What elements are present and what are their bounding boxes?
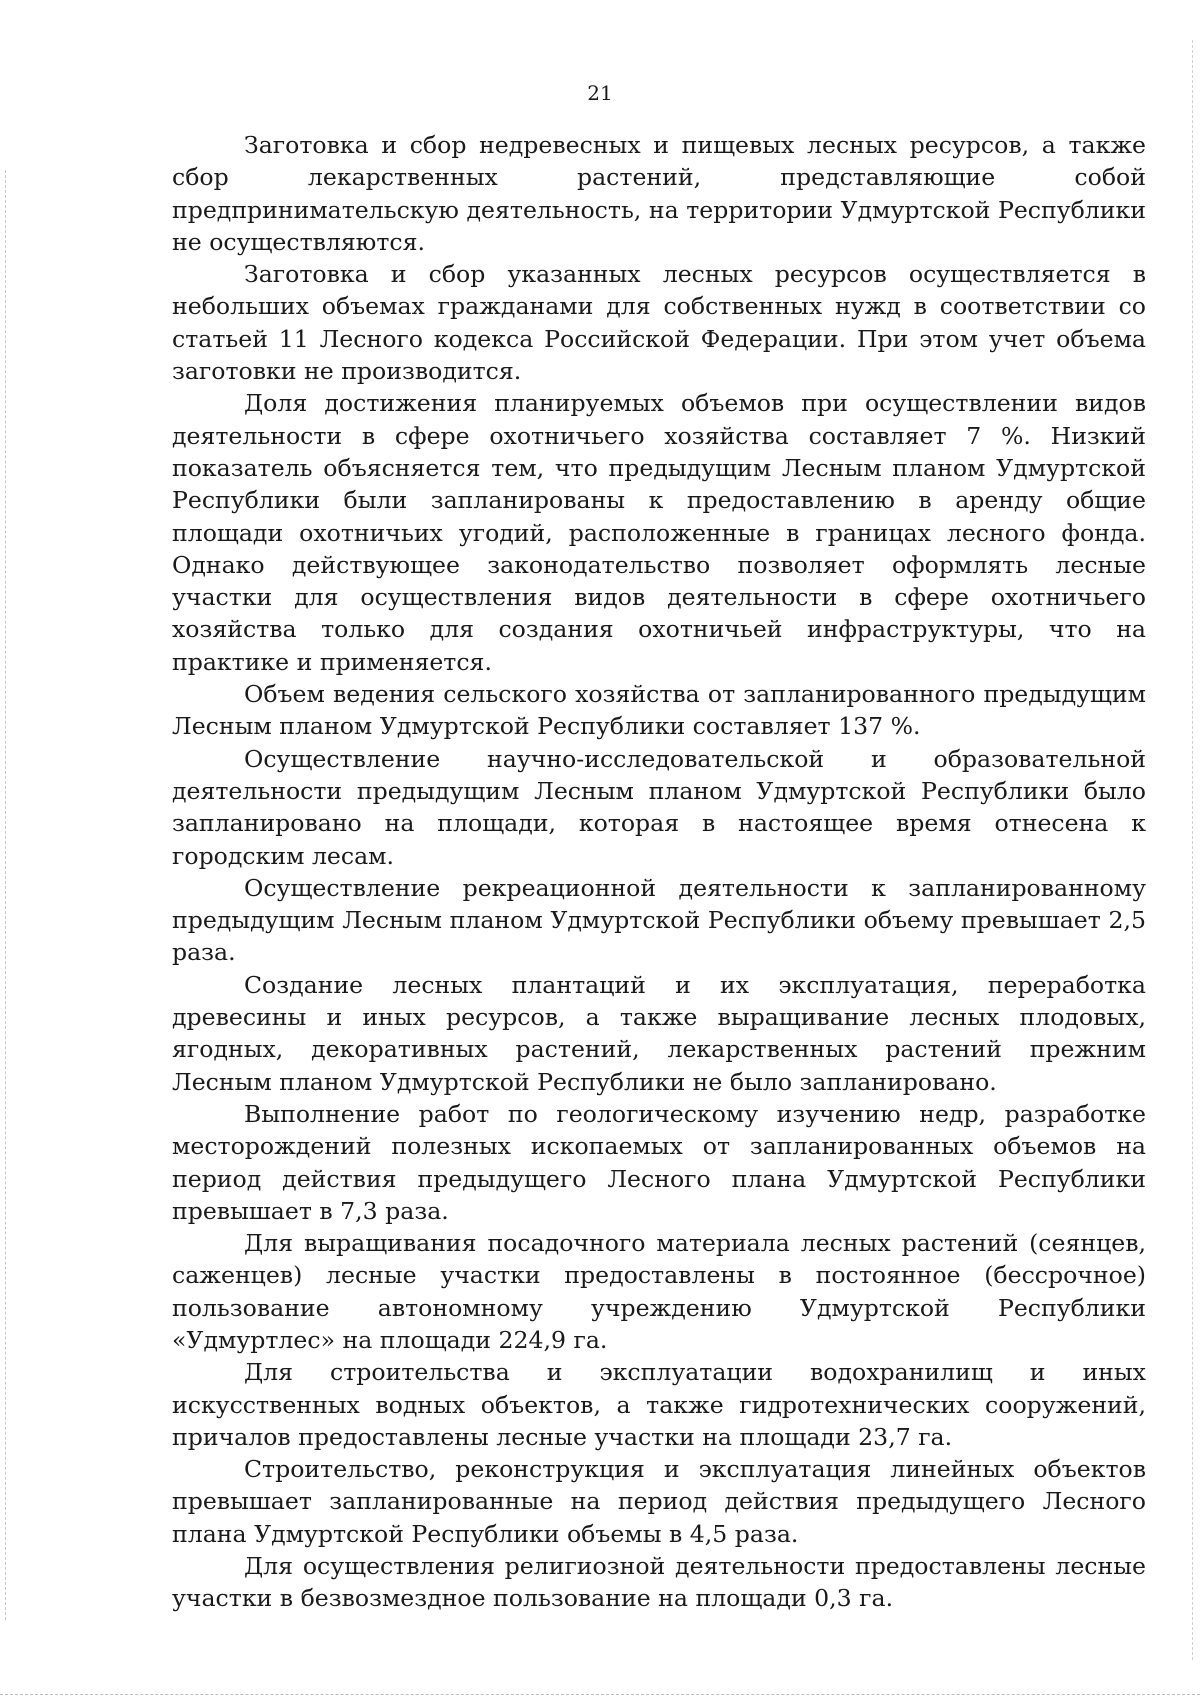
paragraph: Для выращивания посадочного материала лесных растений (сеянцев, саженцев) лесные участки предоставлены в постоянное (бессрочное) пользование автономному учреждению Удмуртской Республики «Удмуртлес» на площади 224,9 га. bbox=[172, 1229, 1146, 1354]
paragraph: Осуществление научно-исследовательской и образовательной деятельности предыдущим Лесным планом Удмуртской Республики было запланировано на площади, которая в настоящее время отнесена к городским лесам. bbox=[172, 744, 1146, 870]
paragraph: Заготовка и сбор указанных лесных ресурсов осуществляется в небольших объемах гражданами для собственных нужд в соответствии со статьей 11 Лесного кодекса Российской Федерации. При этом учет объема заготовки не производится. bbox=[172, 260, 1146, 386]
paragraph: Для строительства и эксплуатации водохранилищ и иных искусственных водных объектов, а также гидротехнических сооружений, причалов предоставлены лесные участки на площади 23,7 га. bbox=[172, 1358, 1146, 1451]
paragraph: Для осуществления религиозной деятельности предоставлены лесные участки в безвозмездное пользование на площади 0,3 га. bbox=[172, 1552, 1146, 1613]
scan-edge-left bbox=[5, 170, 7, 1620]
paragraph: Заготовка и сбор недревесных и пищевых лесных ресурсов, а также сбор лекарственных растений, представляющие собой предпринимательскую деятельность, на территории Удмуртской Республики не осуществляются. bbox=[172, 131, 1146, 256]
paragraph: Создание лесных плантаций и их эксплуатация, переработка древесины и иных ресурсов, а также выращивание лесных плодовых, ягодных, декоративных растений, лекарственных растений прежним Лесным планом Удмуртской Республики не было запланировано. bbox=[172, 970, 1146, 1096]
document-body bbox=[172, 129, 1146, 1615]
scan-edge-right bbox=[1192, 40, 1194, 1660]
scan-edge-bottom bbox=[0, 1694, 1200, 1696]
paragraph: Объем ведения сельского хозяйства от запланированного предыдущим Лесным планом Удмуртской Республики составляет 137 %. bbox=[172, 680, 1146, 741]
paragraph: Осуществление рекреационной деятельности к запланированному предыдущим Лесным планом Удмуртской Республики объему превышает 2,5 раза. bbox=[172, 873, 1146, 967]
paragraph: Выполнение работ по геологическому изучению недр, разработке месторождений полезных ископаемых от запланированных объемов на период действия предыдущего Лесного плана Удмуртской Республики превышает в 7,3 раза. bbox=[172, 1099, 1146, 1225]
paragraph: Доля достижения планируемых объемов при осуществлении видов деятельности в сфере охотничьего хозяйства составляет 7 %. Низкий показатель объясняется тем, что предыдущим Лесным планом Удмуртской Республики были запланированы к предоставлению в аренду общие площади охотничьих угодий, расположенные в границах лесного фонда. Однако действующее законодательство позволяет оформлять лесные участки для осуществления видов деятельности в сфере охотничьего хозяйства только для создания охотничьей инфраструктуры, что на практике и применяется. bbox=[172, 389, 1146, 676]
paragraph: Строительство, реконструкция и эксплуатация линейных объектов превышает запланированные на период действия предыдущего Лесного плана Удмуртской Республики объемы в 4,5 раза. bbox=[172, 1455, 1146, 1548]
page-number: 21 bbox=[587, 81, 613, 105]
